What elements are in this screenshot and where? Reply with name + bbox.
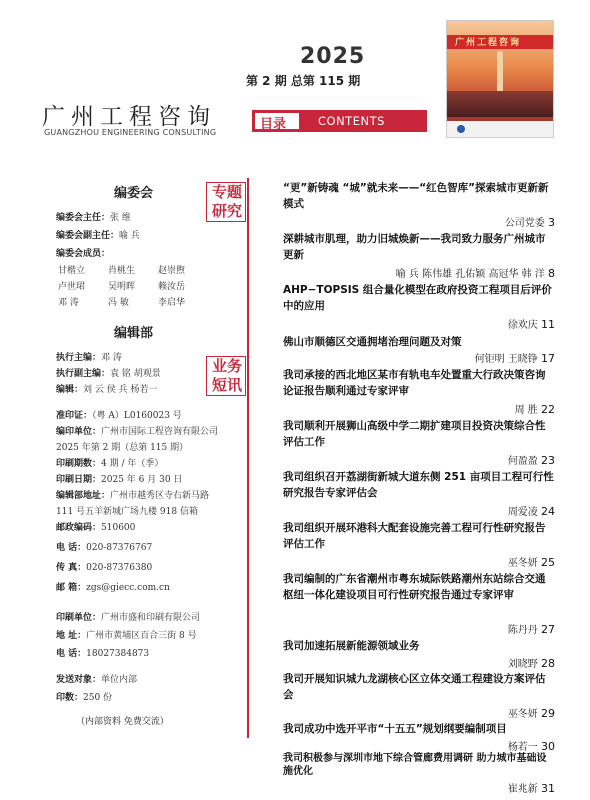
page-number: 22 — [541, 403, 555, 416]
printing-info: 电 话：18027384873 — [56, 649, 150, 659]
section-label-news: 业务短讯 — [211, 357, 242, 394]
article-title[interactable]: 我司顺利开展狮山高级中学二期扩建项目投资决策综合性评估工作 — [283, 420, 546, 448]
issue-number: 第 2 期 总第 115 期 — [246, 74, 361, 88]
distribution-info: 发送对象：单位内部 — [56, 675, 138, 685]
article-author: 何盈盈 23 — [507, 454, 555, 467]
article-author: 巫冬妍 29 — [507, 707, 555, 720]
article-author: 崔兆新 31 — [507, 782, 555, 795]
article-title[interactable]: “更”新铸魂 “城”就未来——“红色智库”探索城市更新新模式 — [283, 182, 549, 210]
article-author: 陈丹丹 27 — [507, 623, 555, 636]
page-number: 17 — [541, 352, 555, 365]
publication-info: 电 话：020-87376767 — [56, 543, 153, 553]
article-author: 何钜明 王晓铮 17 — [474, 352, 555, 365]
page-number: 30 — [541, 740, 555, 753]
publication-info: 邮 箱：zgs@giecc.com.cn — [56, 583, 170, 593]
board-member: 吴明晖 — [108, 282, 136, 292]
company-logo-icon — [457, 125, 465, 133]
article-author: 喻 兵 陈伟雄 孔佑颖 高冠华 韩 洋 8 — [395, 267, 555, 280]
article-title[interactable]: 我司编制的广东省潮州市粤东城际铁路潮州东站综合交通枢纽一体化建设项目可行性研究报告通过专家评审 — [283, 573, 546, 601]
executive-editor: 执行主编：邓 涛 — [56, 353, 122, 363]
distribution-info: 印数：250 份 — [56, 693, 113, 703]
section-tab-feature — [206, 182, 250, 226]
article-title[interactable]: 我司开展知识城九龙湖核心区立体交通工程建设方案评估会 — [283, 673, 546, 701]
editorial-dept-title: 编辑部 — [114, 326, 154, 341]
article-author: 徐欢庆 11 — [507, 318, 555, 331]
toc-header-en: CONTENTS — [318, 114, 385, 128]
brand-subtitle: GUANGZHOU ENGINEERING CONSULTING — [44, 128, 217, 137]
article-title[interactable]: 我司积极参与深圳市地下综合管廊费用调研 助力城市基础设施优化 — [283, 753, 547, 777]
section-label-feature: 专题研究 — [211, 183, 242, 220]
publication-info: 编印单位：广州市国际工程咨询有限公司 — [56, 427, 219, 437]
board-member: 甘楷立 — [58, 266, 86, 276]
toc-header-cn: 目录 — [260, 117, 287, 132]
publication-info: 邮政编码：510600 — [56, 523, 136, 533]
publication-info: 准印证：（粤 A）L0160023 号 — [56, 411, 182, 421]
article-author: 周 胜 22 — [514, 403, 555, 416]
page-number: 23 — [541, 454, 555, 467]
page-number: 29 — [541, 707, 555, 720]
publication-info: 印刷日期：2025 年 6 月 30 日 — [56, 475, 183, 485]
article-title[interactable]: 我司承接的西北地区某市有轨电车处置重大行政决策咨询论证报告顺利通过专家评审 — [283, 369, 546, 397]
article-title[interactable]: 深耕城市肌理，助力旧城焕新——我司致力服务广州城市更新 — [283, 233, 546, 261]
page-number: 31 — [541, 782, 555, 795]
publication-info: 编辑部地址：广州市越秀区寺右新马路 — [56, 491, 210, 501]
printing-info: 地 址：广州市黄埔区百合三街 8 号 — [56, 631, 197, 641]
internal-note: （内部资料 免费交流） — [76, 717, 169, 727]
page-number: 28 — [541, 657, 555, 670]
article-author: 周爱凌 24 — [507, 505, 555, 518]
publication-info: 2025 年第 2 期（总第 115 期） — [56, 443, 189, 453]
city-skyline — [447, 91, 554, 117]
cover-thumbnail — [446, 20, 554, 138]
page-number: 11 — [541, 318, 555, 331]
page-number: 27 — [541, 623, 555, 636]
cover-title: 广州工程咨询 — [455, 38, 522, 48]
article-author: 公司党委 3 — [504, 216, 555, 229]
board-members-label: 编委会成员： — [56, 249, 111, 259]
issue-year: 2025 — [300, 44, 366, 69]
article-title[interactable]: AHP−TOPSIS 组合量化模型在政府投资工程项目后评价中的应用 — [283, 284, 552, 312]
toc-header — [252, 110, 427, 132]
section-tab-news — [206, 356, 250, 400]
page-number: 8 — [548, 267, 555, 280]
article-author: 巫冬妍 25 — [507, 556, 555, 569]
board-deputy: 编委会副主任：喻 兵 — [56, 231, 140, 241]
page-number: 24 — [541, 505, 555, 518]
article-title[interactable]: 我司加速拓展新能源领域业务 — [283, 640, 420, 652]
board-director: 编委会主任：张 维 — [56, 213, 131, 223]
article-title[interactable]: 我司成功中选开平市“十五五”规划纲要编制项目 — [283, 723, 507, 735]
board-member: 冯 敏 — [108, 298, 129, 308]
editorial-board-title: 编委会 — [114, 186, 154, 201]
section-divider-line — [247, 178, 249, 738]
board-member: 李启华 — [158, 298, 186, 308]
publication-info: 印刷期数：4 期 / 年（季） — [56, 459, 164, 469]
deputy-editor: 执行副主编：袁 铭 胡观景 — [56, 369, 161, 379]
article-title[interactable]: 佛山市顺德区交通拥堵治理问题及对策 — [283, 336, 462, 348]
board-member: 邓 涛 — [58, 298, 79, 308]
board-member: 赖汝岳 — [158, 282, 186, 292]
editors: 编辑：刘 云 侯 兵 杨若一 — [56, 385, 158, 395]
article-author: 刘晓野 28 — [507, 657, 555, 670]
board-member: 赵崇煦 — [158, 266, 186, 276]
article-title[interactable]: 我司组织召开荔湖街新城大道东侧 251 亩项目工程可行性研究报告专家评估会 — [283, 471, 554, 499]
page-number: 3 — [548, 216, 555, 229]
board-member: 卢世珺 — [58, 282, 86, 292]
publication-info: 111 号五羊新城广场九楼 918 信箱 — [56, 507, 198, 517]
publication-info: 传 真：020-87376380 — [56, 563, 153, 573]
board-member: 肖桃生 — [108, 266, 136, 276]
article-title[interactable]: 我司组织开展环港科大配套设施完善工程可行性研究报告评估工作 — [283, 522, 546, 550]
page-number: 25 — [541, 556, 555, 569]
article-author: 杨若一 30 — [507, 740, 555, 753]
printing-info: 印刷单位：广州市盛和印刷有限公司 — [56, 613, 201, 623]
brand-title: 广州工程咨询 — [42, 104, 216, 130]
